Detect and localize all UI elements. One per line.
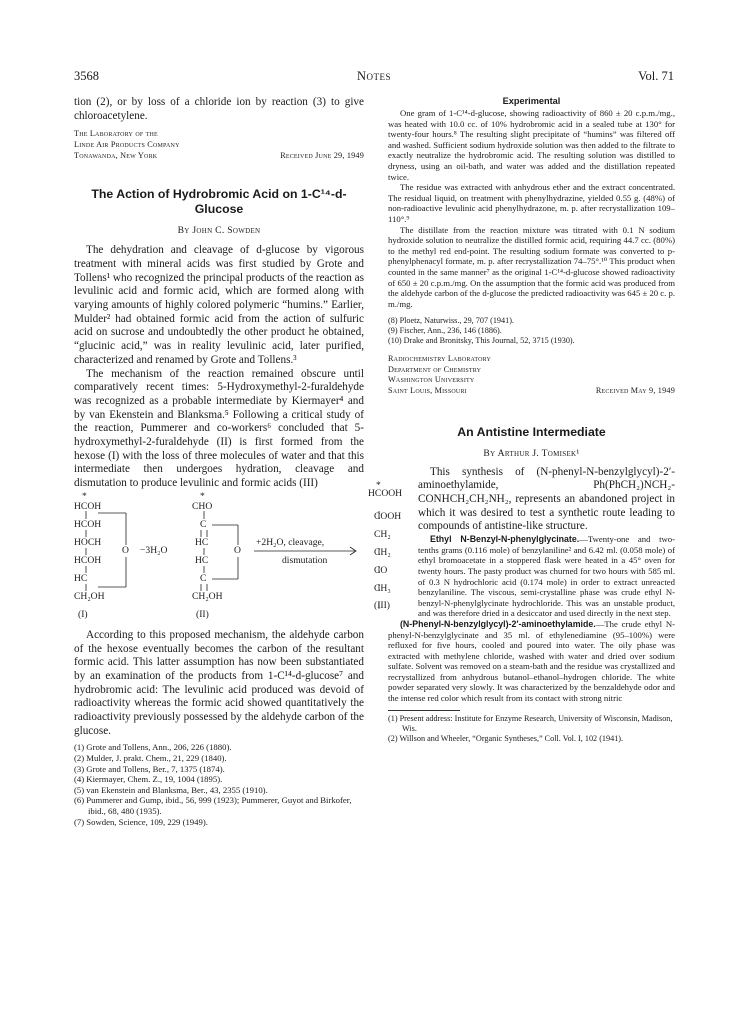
footnote: (6) Pummerer and Gump, ibid., 56, 999 (1923); Pummerer, Guyot and Birkofer, ibid., 68, 480 (1935). [74,795,352,817]
glucose-atom: HCOH [74,500,102,512]
footnote: (2) Willson and Wheeler, “Organic Syntheses,” Coll. Vol. I, 102 (1941). [388,733,624,743]
received-date: Received May 9, 1949 [595,386,675,396]
isotope-marker: * [200,490,205,502]
affiliation-line: Radiochemistry Laboratory [388,354,492,364]
intro-paragraph: This synthesis of (N-phenyl-N-benzylglycyl)-2′-aminoethylamide, Ph(PhCH₂)NCH₂-CONHCH₂CH₂NH₂, represents an abandoned project in which it was desired to test a synthetic route leading to compounds of antistine-like structure. [418,465,675,533]
footnote: (8) Ploetz, Naturwiss., 29, 707 (1941). [388,316,514,326]
affiliation-line: Linde Air Products Company [74,140,180,149]
levulinic-atom: CH₂ [374,528,391,540]
affiliation-line: Saint Louis, Missouri [388,386,467,396]
footnote: (3) Grote and Tollens, Ber., 7, 1375 (1874). [74,763,225,774]
ring-oxygen: O [234,544,241,556]
footnote: (1) Grote and Tollens, Ann., 206, 226 (1880). [74,742,232,753]
reaction-scheme [74,491,364,629]
reaction-conditions: dismutation [282,554,328,566]
footnote: (4) Kiermayer, Chem. Z., 19, 1004 (1895). [74,774,223,785]
running-header [74,69,674,85]
footnote: (1) Present address: Institute for Enzyme Research, University of Wisconsin, Madison, Wis. [388,713,673,733]
affiliation-block-1 [74,129,364,161]
footnotes [74,742,364,827]
article-title: The Action of Hydrobromic Acid on 1-C¹⁴-d-Glucose [91,187,347,217]
footnote: (2) Mulder, J. prakt. Chem., 21, 229 (1840). [74,753,227,764]
procedure-text: —The crude ethyl N-phenyl-N-benzylglycinate and 35 ml. of ethylenediamine (95–100%) were refluxed for five hours, cooled and poured into water. The oily phase was extracted with methylene chloride, washed with water and dried over sodium sulfate. Solvent was removed on a steam-bath and the residue was crystallized and recrystallized from anhydrous butanol–ethanol–hydrogen chloride. The white powder separated very slowly. It was characterized by the benzaldehyde odor and the intense red color which result from its contact with strong nitric [388,618,675,704]
paragraph: According to this proposed mechanism, the aldehyde carbon of the hexose eventually becomes the carbon of the resultant formic acid. This latter assumption has now been substantiated by an examination of the products from 1-C¹⁴-d-glucose⁷ and hydrobromic acid: The levulinic acid produced was devoid of radioactivity whereas the formic acid showed quantitatively the radioactivity previously possessed by the aldehyde carbon of the glucose. [74,628,364,737]
left-column [74,96,364,827]
glucose-atom: HC [74,572,88,584]
isotope-marker: * [376,479,381,491]
footnote: (5) van Ekenstein and Blanksma, Ber., 43, 2355 (1910). [74,784,268,795]
reaction-conditions: +2H₂O, cleavage, [256,536,325,548]
affiliation-line: Tonawanda, New York [74,150,158,160]
levulinic-atom: CH₂ [374,546,391,558]
isotope-marker: * [82,490,87,502]
section-name: Notes [356,69,392,83]
furan-atom: C [200,572,207,584]
affiliation-block-2 [388,354,675,396]
procedure-paragraph [388,534,675,619]
levulinic-atom: CO [374,564,388,576]
footnotes [388,714,675,744]
levulinic-atom: CH₃ [374,582,391,594]
experimental-paragraph: The distillate from the reaction mixture was titrated with 0.1 N sodium hydroxide solution to neutralize the distilled formic acid, requiring 44.7 cc. (80%) to the methyl red end-point. The resulting sodium formate was converted to p-phenylphenacyl formate, m. p. after recrystallization 74–75°.¹⁰ This product when counted in the same manner⁷ as the original 1-C¹⁴-d-glucose showed radioactivity of 650 ± 20 c.p.m./mg. On the assumption that the formic acid was produced from the aldehyde carbon of the d-glucose the predicted radioactivity was 645 ± 20 c. p. m./mg. [388,224,676,309]
author-byline: By John C. Sowden [177,225,261,237]
affiliation-line: Washington University [388,375,475,385]
experimental-paragraph: The residue was extracted with anhydrous ether and the extract concentrated. The residual liquid, on treatment with phenylhydrazine, yielded 0.55 g. (48%) of non-radioactive levulinic acid phenylhydrazone, m. p. after recrystallization 109–110°.⁹ [388,182,675,224]
paragraph: The mechanism of the reaction remained obscure until comparatively recent times: 5-Hydroxymethyl-2-furaldehyde was recognized as a probable intermediate by Kiermayer⁴ and by van Ekenstein and Blanksma.⁵ Following a critical study of the reaction, Pummerer and co-workers⁶ concluded that 5-hydroxymethyl-2-furaldehyde (II) is first formed from the hexose (I) with the loss of three molecules of water and that this intermediate then undergoes hydration, cleavage and dismutation to produce levulinic and formic acids (III) [74,367,364,490]
furan-atom: C [200,518,207,530]
glucose-atom: HCOH [74,518,102,530]
volume-number: Vol. 71 [638,69,674,83]
ring-oxygen: O [122,544,129,556]
formic-acid: HCOOH [368,487,403,499]
experimental-paragraph: One gram of 1-C¹⁴-d-glucose, showing radioactivity of 860 ± 20 c.p.m./mg., was heated with 10.0 cc. of 10% hydrobromic acid in a sealed tube at 130° for twenty-four hours.⁸ The resulting slight precipitate of “humins” was filtered off and washed. Sufficient sodium hydroxide solution was then added to the filtrate to exactly neutralize the hydrobromic acid. The resulting solution was distilled to dryness, using an oil-bath, and water was added and the distillation repeated twice. [388,108,675,182]
furan-atom: HC [195,554,209,566]
footnotes [388,316,675,346]
procedure-heading: Ethyl N-Benzyl-N-phenylglycinate. [430,534,580,545]
affiliation-line: Department of Chemistry [388,364,482,374]
paragraph: The dehydration and cleavage of d-glucose by vigorous treatment with mineral acids was first studied by Grote and Tollens¹ who recognized the principal products of the reaction as levulinic acid and formic acid, which are formed along with varying amounts of highly colored polymeric “humins.” Earlier, Mulder² had obtained formic acid from the action of sulfuric acid on sucrose and undoubtedly the other product he obtained, “glucinic acid,” was in reality levulinic acid, later purified, characterized and renamed by Grote and Tollens.³ [74,244,364,366]
glucose-atom: HOCH [74,536,102,548]
article-title: An Antistine Intermediate [457,424,606,439]
carryover-text: tion (2), or by loss of a chloride ion by reaction (3) to give chloroacetylene. [74,96,364,122]
section-heading: Experimental [502,96,561,106]
footnote: (9) Fischer, Ann., 236, 146 (1886). [388,326,502,336]
author-byline: By Arthur J. Tomisek¹ [483,447,580,459]
received-date: Received June 29, 1949 [280,150,364,160]
procedure-heading: (N-Phenyl-N-benzylglycyl)-2′-aminoethylamide. [400,618,596,629]
glucose-atom: CH₂OH [74,590,105,602]
right-column [368,96,676,744]
levulinic-atom: COOH [374,510,402,522]
levulinic-label: (III) [374,599,390,611]
furan-atom: CHO [192,500,213,512]
levulinic-structure [368,480,408,630]
affiliation-line: The Laboratory of the [74,129,158,139]
page-number: 3568 [74,69,99,83]
furan-atom: HC [195,536,209,548]
water-loss-label: −3H₂O [140,544,168,556]
procedure-text: —Twenty-one and two-tenths grams (0.116 mole) of benzylaniline² and 6.42 ml. (0.058 mole) of ethyl bromoacetate in a stoppered flask were heated in a 45° oven for twenty hours. The pasty product was churned for two hours with 585 ml. of 0.3 N hydrochloric acid (0.174 mole) in order to extract unreacted benzylaniline. The viscous, semi-crystalline phase was crude ethyl N-benzyl-N-phenylglycinate hydrochloride. This was an unstable product, and was therefore dried in a desiccator and used directly in the next step. [418,534,675,619]
footnote-divider [388,710,460,711]
footnote: (7) Sowden, Science, 109, 229 (1949). [74,816,208,827]
glucose-atom: HCOH [74,554,102,566]
furan-label: (II) [196,608,209,620]
furan-atom: CH₂OH [192,590,223,602]
footnote: (10) Drake and Bronitsky, This Journal, 52, 3715 (1930). [388,336,575,346]
glucose-label: (I) [78,608,88,620]
procedure-paragraph [388,619,675,704]
